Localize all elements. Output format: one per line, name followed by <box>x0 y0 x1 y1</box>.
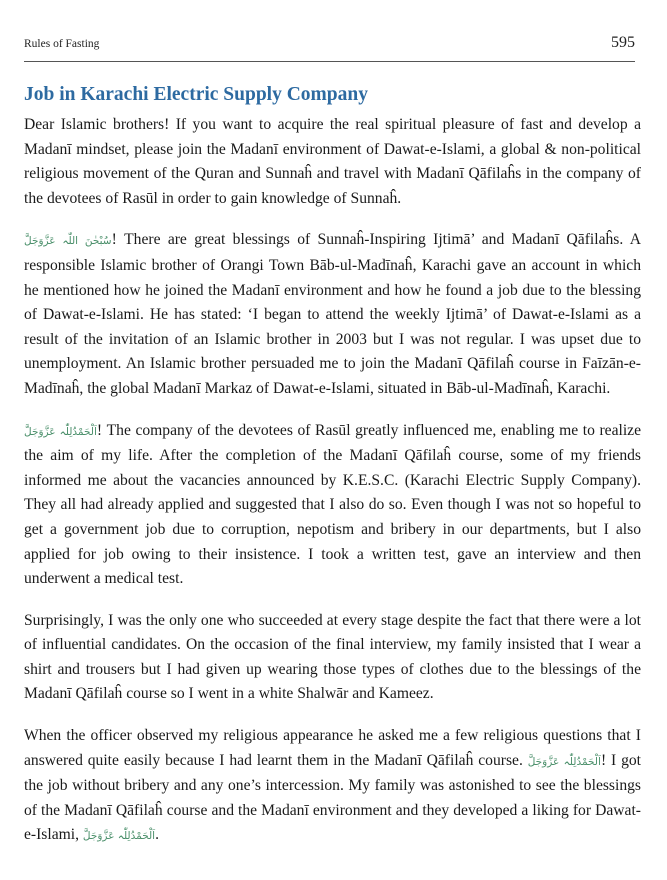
paragraph-text: ! The company of the devotees of Rasūl greatly influenced me, enabling me to realize the aim of my life. After the completion of the Madanī Qāfilaĥ course, some of my friends informed me about the vacancies announced by K.E.S.C. (Karachi Electric Supply Company). They all had already applied and suggested that I also do so. Even though I was not so hopeful to get a government job due to corruption, nepotism and bribery in our departments, but I also applied for job owing to their insistence. I took a written test, gave an interview and then underwent a medical test. <box>24 421 642 588</box>
arabic-phrase-alhamdulillah: اَلْحَمْدُلِلّٰہ عَزَّوَجَلَّ <box>527 755 601 768</box>
paragraph-text-middle: ! I got the job without bribery and any one’s intercession. My family was astonished to see the blessings of the Madanī Qāfilaĥ course and the Madanī environment and they developed a liking for Dawat-e-Islami, <box>24 751 642 844</box>
paragraph-text: Surprisingly, I was the only one who succeeded at every stage despite the fact that there were a lot of influential candidates. On the occasion of the final interview, my family insisted that I wear a shirt and trousers but I had given up wearing those types of clothes due to the blessings of the Madanī Qāfilaĥ course so I went in a white Shalwār and Kameez. <box>24 611 641 703</box>
page-number: 595 <box>611 34 635 51</box>
arabic-phrase-alhamdulillah: اَلْحَمْدُلِلّٰہ عَزَّوَجَلَّ <box>24 425 97 438</box>
paragraph-account <box>24 228 641 401</box>
paragraph-text: Dear Islamic brothers! If you want to acquire the real spiritual pleasure of fast and develop a Madanī mindset, please join the Madanī environment of Dawat-e-Islami, a global & non-political religious movement of the Quran and Sunnaĥ and travel with Madanī Qāfilaĥs in the company of the devotees of Rasūl in order to gain knowledge of Sunnaĥ. <box>24 116 641 207</box>
paragraph-interview <box>24 609 641 707</box>
paragraph-text: ! There are great blessings of Sunnaĥ-Inspiring Ijtimā’ and Madanī Qāfilaĥs. A responsible Islamic brother of Orangi Town Bāb-ul-Madīnaĥ, Karachi gave an account in which he mentioned how he joined the Madanī environment and how he found a job due to the blessing of Dawat-e-Islami. He has stated: ‘I began to attend the weekly Ijtimā’ of Dawat-e-Islami as a result of the invitation of an Islamic brother in 2003 but I was not regular. I was upset due to unemployment. An Islamic brother persuaded me to join the Madanī Qāfilaĥ course in Faīzān-e-Madīnaĥ, the global Madanī Markaz of Dawat-e-Islami, situated in Bāb-ul-Madīnaĥ, Karachi. <box>24 231 642 397</box>
page-body <box>24 84 641 866</box>
arabic-phrase-subhanallah: سُبْحٰنَ اللّٰہ عَزَّوَجَلَّ <box>24 235 112 248</box>
paragraph-text-end: . <box>155 826 160 844</box>
section-heading: Job in Karachi Electric Supply Company <box>24 84 368 105</box>
running-head-title: Rules of Fasting <box>24 38 100 50</box>
paragraph-intro <box>24 113 641 211</box>
paragraph-influence <box>24 419 641 592</box>
paragraph-text-before: When the officer observed my religious appearance he asked me a few religious questions that I answered quite easily because I had learnt them in the Madanī Qāfilaĥ course. <box>24 727 641 769</box>
paragraph-outcome <box>24 724 641 849</box>
header-divider <box>24 61 635 62</box>
arabic-phrase-alhamdulillah-end: اَلْحَمْدُلِلّٰہ عَزَّوَجَلَّ <box>82 830 156 843</box>
